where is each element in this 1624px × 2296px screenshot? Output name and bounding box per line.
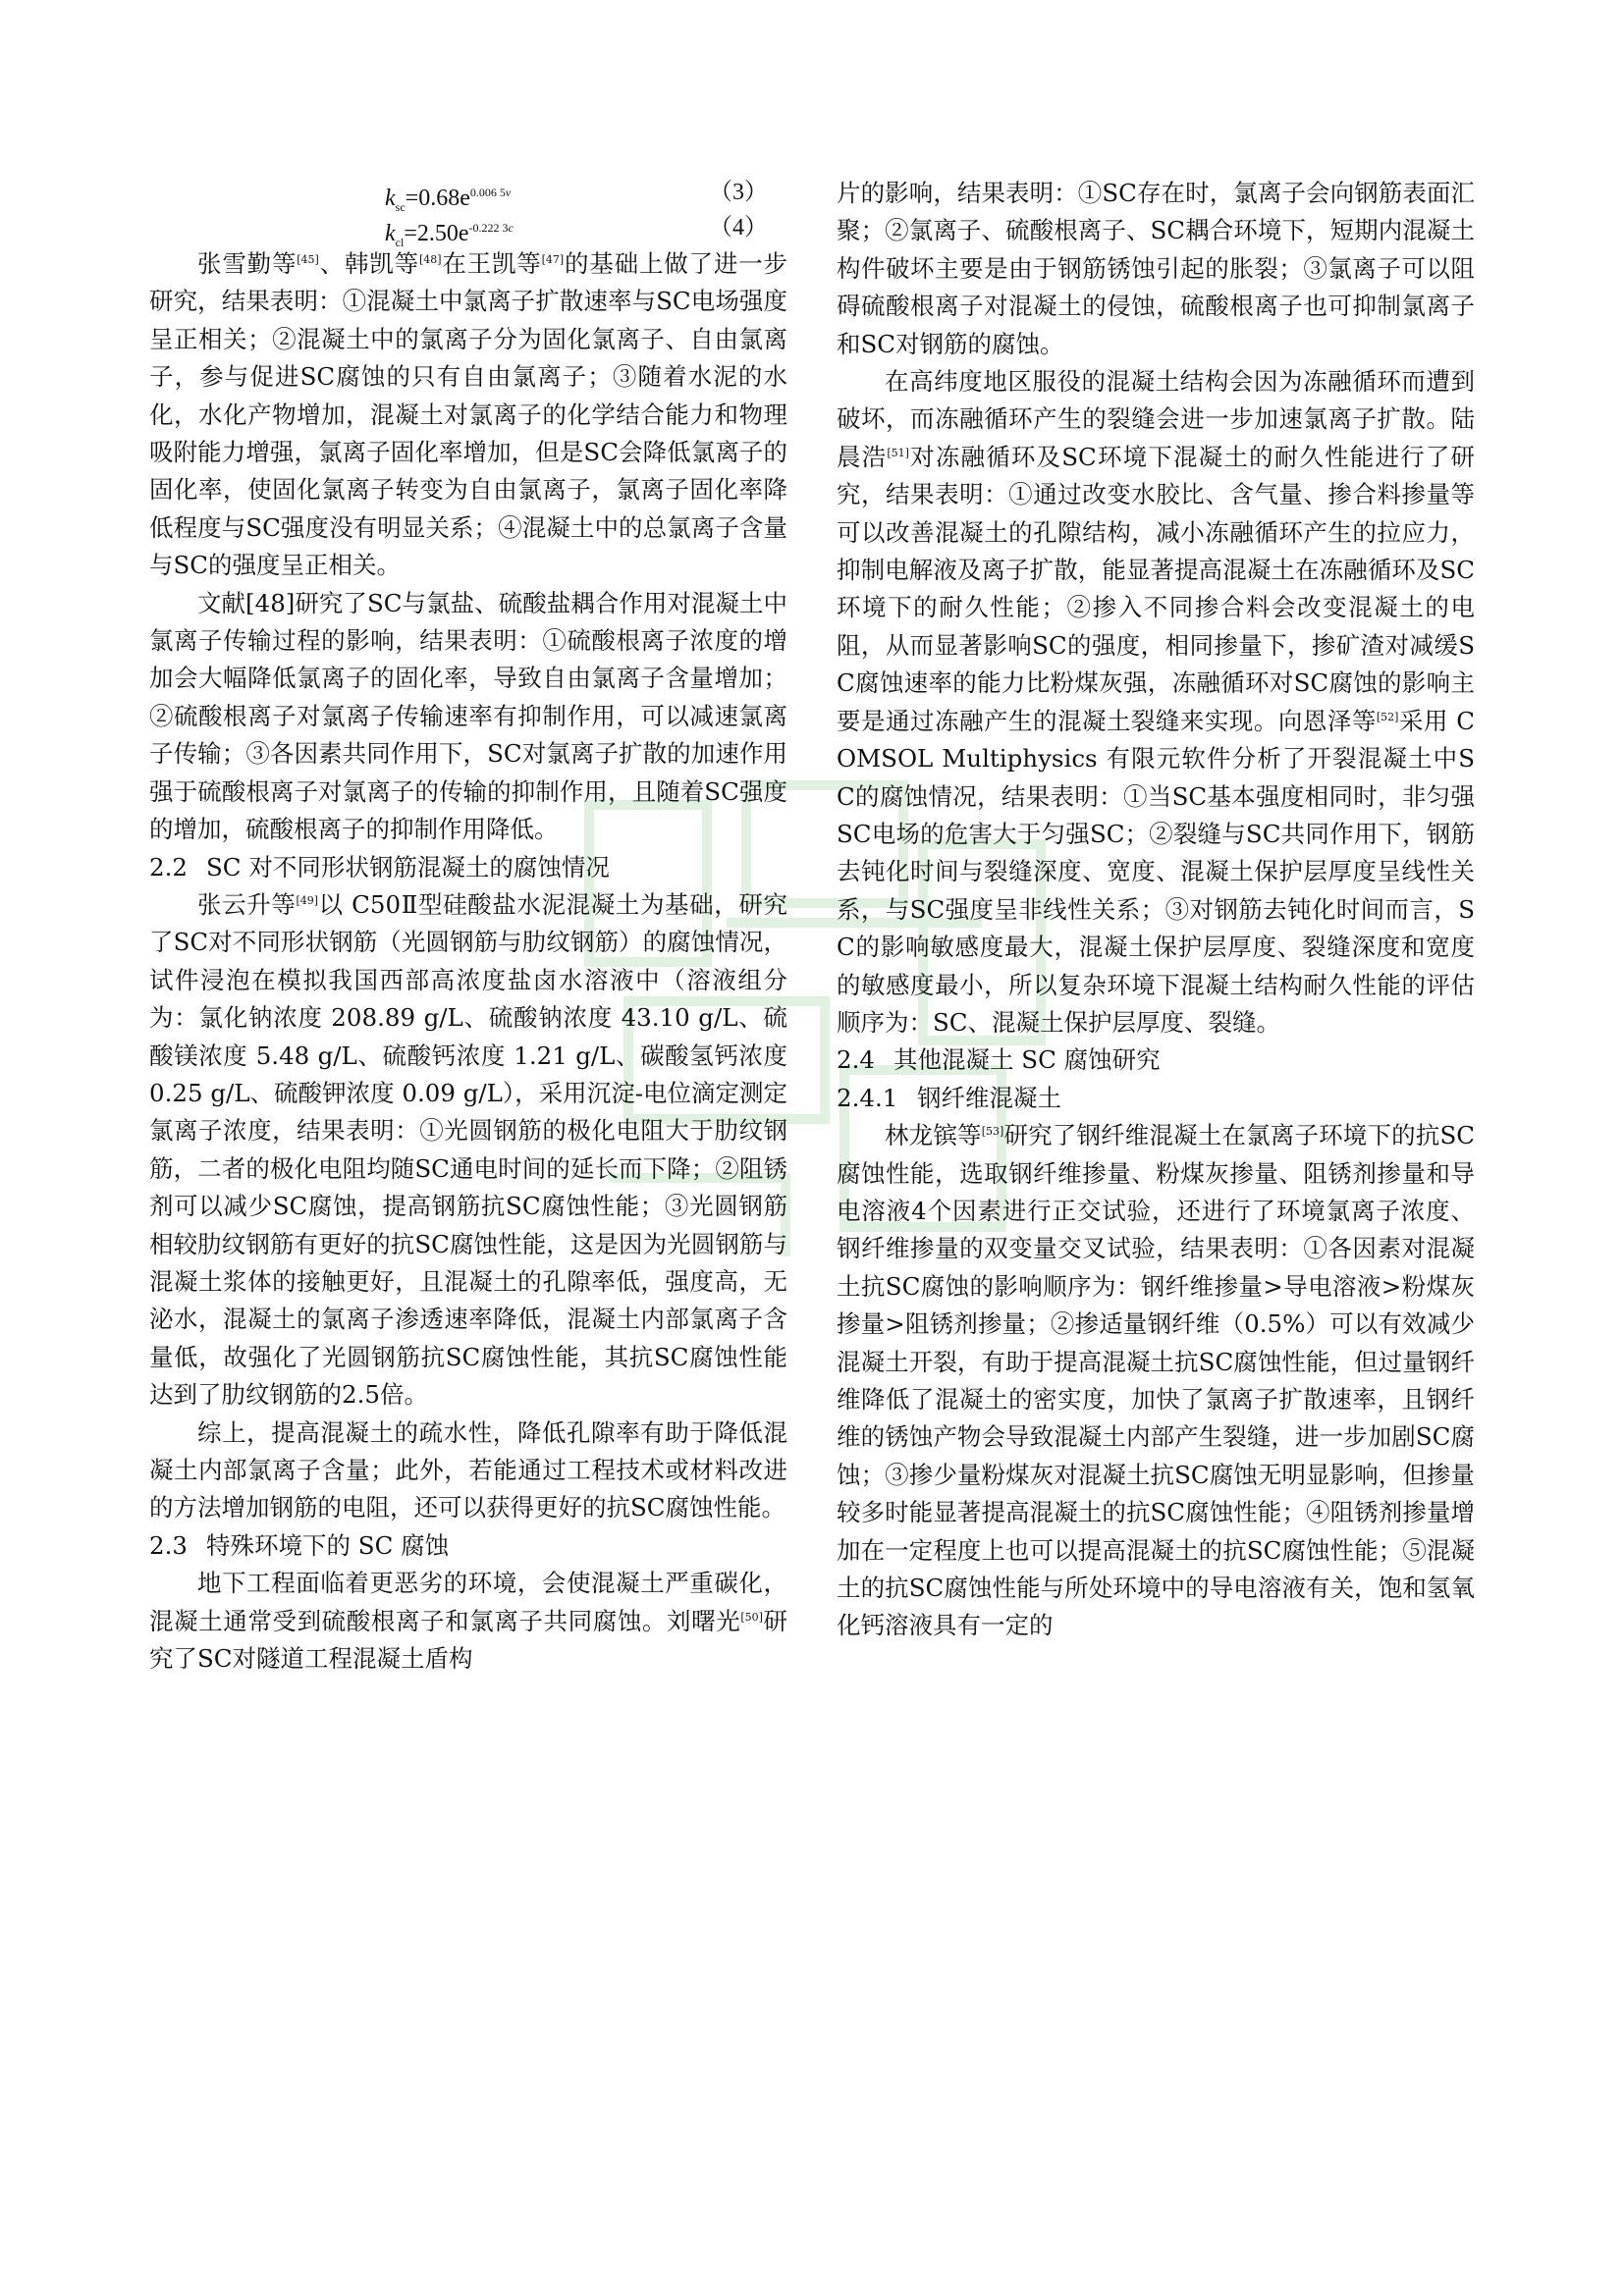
equation-number: （3） [709, 180, 768, 205]
section-heading: 2.3 特殊环境下的 SC 腐蚀 [149, 1530, 450, 1560]
section-heading: 2.4 其他混凝土 SC 腐蚀研究 [837, 1045, 1161, 1075]
paragraph: 文献[48]研究了SC与氯盐、硫酸盐耦合作用对混凝土中氯离子传输过程的影响，结果表明：①硫酸根离子浓度的增加会大幅降低氯离子的固化率，导致自由氯离子含量增加；②硫酸根离子对氯离子传输速率有抑制作用，可以减速氯离子传输；③各因素共同作用下，SC对氯离子扩散的加速作用强于硫酸根离子对氯离子的传输的抑制作用，且随着SC强度的增加，硫酸根离子的抑制作用降低。 [149, 588, 787, 844]
paragraph: 林龙镔等[53]研究了钢纤维混凝土在氯离子环境下的抗SC腐蚀性能，选取钢纤维掺量、粉煤灰掺量、阻锈剂掺量和导电溶液4个因素进行正交试验，还进行了环境氯离子浓度、钢纤维掺量的双变量交叉试验，结果表明：①各因素对混凝土抗SC腐蚀的影响顺序为：钢纤维掺量>导电溶液>粉煤灰掺量>阻锈剂掺量；②掺适量钢纤维（0.5%）可以有效减少混凝土开裂，有助于提高混凝土抗SC腐蚀性能，但过量钢纤维降低了混凝土的密实度，加快了氯离子扩散速率，且钢纤维的锈蚀产物会导致混凝土内部产生裂缝，进一步加剧SC腐蚀；③掺少量粉煤灰对混凝土抗SC腐蚀无明显影响，但掺量较多时能显著提高混凝土的抗SC腐蚀性能；④阻锈剂掺量增加在一定程度上也可以提高混凝土的抗SC腐蚀性能；⑤混凝土的抗SC腐蚀性能与所处环境中的导电溶液有关，饱和氢氧化钙溶液具有一定的 [837, 1121, 1476, 1640]
paragraph: 在高纬度地区服役的混凝土结构会因为冻融循环而遭到破坏，而冻融循环产生的裂缝会进一步加速氯离子扩散。陆晨浩[51]对冻融循环及SC环境下混凝土的耐久性能进行了研究，结果表明：①通过改变水胶比、含气量、掺合料掺量等可以改善混凝土的孔隙结构，减小冻融循环产生的拉应力，抑制电解液及离子扩散，能显著提高混凝土在冻融循环及SC环境下的耐久性能；②掺入不同掺合料会改变混凝土的电阻，从而显著影响SC的强度，相同掺量下，掺矿渣对减缓SC腐蚀速率的能力比粉煤灰强，冻融循环对SC腐蚀的影响主要是通过冻融产生的混凝土裂缝来实现。向恩泽等[52]采用 COMSOL Multiphysics 有限元软件分析了开裂混凝土中SC的腐蚀情况，结果表明：①当SC基本强度相同时，非匀强SC电场的危害大于匀强SC；②裂缝与SC共同作用下，钢筋去钝化时间与裂缝深度、宽度、混凝土保护层厚度呈线性关系，与SC强度呈非线性关系；③对钢筋去钝化时间而言，SC的影响敏感度最大，混凝土保护层厚度、裂缝深度和宽度的敏感度最小，所以复杂环境下混凝土结构耐久性能的评估顺序为：SC、混凝土保护层厚度、裂缝。 [837, 367, 1476, 1037]
paragraph: 综上，提高混凝土的疏水性，降低孔隙率有助于降低混凝土内部氯离子含量；此外，若能通过工程技术或材料改进的方法增加钢筋的电阻，还可以获得更好的抗SC腐蚀性能。 [149, 1417, 787, 1522]
paragraph: 地下工程面临着更恶劣的环境，会使混凝土严重碳化，混凝土通常受到硫酸根离子和氯离子共同腐蚀。刘曙光[50]研究了SC对隧道工程混凝土盾构 [149, 1569, 788, 1674]
right-column [837, 175, 1475, 1645]
equation-number: （4） [709, 215, 768, 240]
subsection-heading: 2.4.1 钢纤维混凝土 [837, 1083, 1061, 1112]
paragraph: 张云升等[49]以 C50Ⅱ型硅酸盐水泥混凝土为基础，研究了SC对不同形状钢筋（光圆钢筋与肋纹钢筋）的腐蚀情况，试件浸泡在模拟我国西部高浓度盐卤水溶液中（溶液组分为：氯化钠浓度 208.89 g/L、硫酸钠浓度 43.10 g/L、硫酸镁浓度 5.48 g/L、硫酸钙浓度 1.21 g/L、碳酸氢钙浓度 0.25 g/L、硫酸钾浓度 0.09 g/L），采用沉淀-电位滴定测定氯离子浓度，结果表明：①光圆钢筋的极化电阻大于肋纹钢筋，二者的极化电阻均随SC通电时间的延长而下降；②阻锈剂可以减少SC腐蚀，提高钢筋抗SC腐蚀性能；③光圆钢筋相较肋纹钢筋有更好的抗SC腐蚀性能，这是因为光圆钢筋与混凝土浆体的接触更好，且混凝土的孔隙率低，强度高，无泌水，混凝土的氯离子渗透速率降低，混凝土内部氯离子含量低，故强化了光圆钢筋抗SC腐蚀性能，其抗SC腐蚀性能达到了肋纹钢筋的2.5倍。 [149, 889, 787, 1410]
equation-4: $k_{cl}=2.50e^{-0.222 3c}$ （4） [149, 210, 787, 245]
paragraph: 张雪勤等[45]、韩凯等[48]在王凯等[47]的基础上做了进一步研究，结果表明：①混凝土中氯离子扩散速率与SC电场强度呈正相关；②混凝土中的氯离子分为固化氯离子、自由氯离子，参与促进SC腐蚀的只有自由氯离子；③随着水泥的水化，水化产物增加，混凝土对氯离子的化学结合能力和物理吸附能力增强，氯离子固化率增加，但是SC会降低氯离子的固化率，使固化氯离子转变为自由氯离子，氯离子固化率降低程度与SC强度没有明显关系；④混凝土中的总氯离子含量与SC的强度呈正相关。 [149, 249, 788, 580]
left-column [149, 175, 787, 1678]
section-heading: 2.2 SC 对不同形状钢筋混凝土的腐蚀情况 [149, 852, 610, 881]
equation-3: $k_{sc}=0.68e^{0.006 5v}$ （3） [149, 175, 787, 210]
paragraph: 片的影响，结果表明：①SC存在时，氯离子会向钢筋表面汇聚；②氯离子、硫酸根离子、SC耦合环境下，短期内混凝土构件破坏主要是由于钢筋锈蚀引起的胀裂；③氯离子可以阻碍硫酸根离子对混凝土的侵蚀，硫酸根离子也可抑制氯离子和SC对钢筋的腐蚀。 [837, 179, 1475, 358]
